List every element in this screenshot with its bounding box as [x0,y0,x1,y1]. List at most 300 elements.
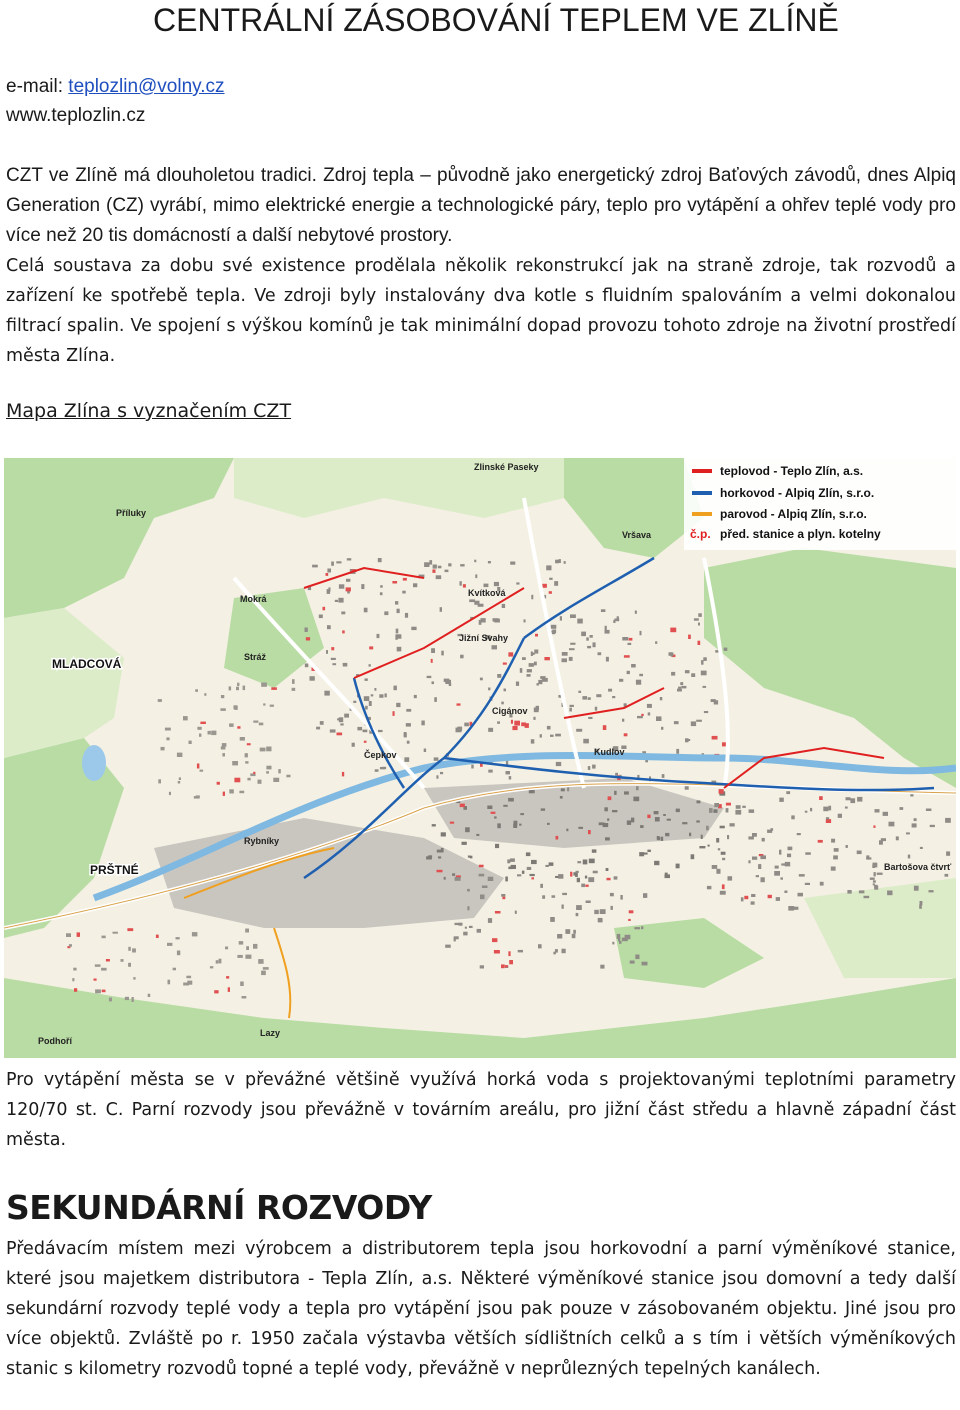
building [240,737,245,741]
building [556,762,561,766]
building [169,792,171,795]
building [929,890,934,892]
building [508,798,514,802]
building [326,650,328,654]
building [612,942,614,945]
map-legend [684,458,956,550]
place-vrsava: Vršava [622,530,652,540]
building [488,561,491,563]
building [102,990,106,993]
building [480,965,484,968]
building [507,859,510,863]
building [165,728,171,731]
building [357,727,362,731]
building [527,669,532,672]
building [211,731,216,736]
building [547,823,550,825]
building [603,823,609,827]
building [570,705,574,707]
building [445,945,451,948]
building [66,933,71,937]
building [463,584,466,587]
building [516,582,519,584]
building [404,757,409,762]
building [534,708,539,713]
building [874,872,876,876]
building [236,687,239,691]
building [798,893,804,897]
building [914,818,917,821]
building [654,861,659,865]
building [109,998,112,1002]
building [728,876,733,880]
building [834,848,839,852]
building [696,720,702,722]
building [353,701,356,703]
building [698,613,702,617]
building [406,723,411,727]
building [605,626,607,630]
building [751,894,755,897]
building [689,833,691,837]
building [881,838,886,841]
building [510,858,515,862]
building [161,747,165,751]
building [850,798,855,803]
building [364,608,368,613]
building [598,652,602,655]
building [384,611,388,615]
building [232,761,238,765]
building [603,725,607,730]
building [380,585,383,588]
building [225,947,228,950]
building [229,686,232,690]
page-title: CENTRÁLNÍ ZÁSOBOVÁNÍ TEPLEM VE ZLÍNĚ [153,2,839,38]
building [587,646,591,648]
place-ciganov: Cigánov [492,706,528,716]
building [77,932,80,937]
place-prstne: PRŠTNÉ [90,863,139,877]
building [866,855,869,859]
building [797,833,801,835]
building [455,877,461,881]
building [503,805,507,807]
building [286,775,290,778]
building [744,896,748,899]
building [531,860,537,864]
building [462,842,467,845]
building [237,683,239,686]
building [258,780,262,784]
building [605,630,610,634]
building [670,628,676,633]
building [576,905,582,910]
building [627,820,631,825]
building [628,919,631,921]
building [625,935,631,940]
building [327,569,331,573]
building [476,834,479,836]
building [875,809,880,812]
building [628,643,632,645]
building [555,560,559,564]
building [341,612,345,615]
building [874,886,878,890]
building [121,959,124,962]
building [339,584,344,588]
building [581,884,585,888]
building [567,787,569,791]
building [125,997,129,1000]
building [697,800,701,803]
legend-marker: č.p. [690,527,711,541]
building [593,642,596,647]
building [721,852,726,855]
building [873,883,875,885]
building [718,848,720,850]
place-priluky: Příluky [116,508,147,518]
building [945,818,951,823]
building [540,734,542,737]
legend-label-1: teplovod - Teplo Zlín, a.s. [720,464,864,478]
building [595,707,597,711]
building [544,657,550,660]
building [549,862,554,866]
building [518,950,523,953]
place-cepkov: Čepkov [364,750,397,760]
email-link[interactable]: teplozlin@volny.cz [68,76,225,97]
building [397,647,402,652]
building [553,952,556,955]
building [331,647,334,650]
building [573,930,576,934]
building [494,582,499,586]
building [570,643,575,645]
building [607,878,611,881]
building [647,815,650,819]
building [474,560,476,563]
building [660,697,663,700]
building [347,558,352,560]
building [926,809,932,812]
building [674,721,679,724]
building [506,771,511,774]
building [588,697,591,700]
building [204,693,206,696]
building [479,874,485,877]
building [534,650,538,654]
building [441,651,444,656]
building [703,657,707,661]
website-line: www.teplozlin.cz [6,105,146,126]
building [857,797,862,802]
building [707,886,712,889]
building [630,961,635,964]
building [397,609,400,613]
building [529,663,534,667]
building [799,874,805,877]
building [441,848,444,853]
building [699,846,705,848]
building [566,829,568,832]
building [413,583,417,587]
building [467,889,470,892]
building [266,766,271,770]
building [588,717,592,719]
building [342,772,344,777]
building [246,946,249,950]
building [701,671,707,676]
building [694,618,699,620]
building [655,817,660,822]
building [581,632,586,637]
building [703,686,707,688]
building [369,701,372,706]
building [332,663,336,665]
building [748,860,750,863]
building [641,926,643,929]
building [600,909,606,914]
building [552,895,556,898]
building [751,901,755,904]
building [727,835,729,839]
building [640,631,642,635]
building [505,965,508,967]
building [859,890,865,893]
building [481,618,486,622]
building [560,796,563,799]
building [767,830,772,833]
building [547,726,551,730]
building [505,877,508,882]
building [542,895,545,899]
building [375,769,379,772]
intro-paragraph-1: CZT ve Zlíně má dlouholetou tradici. Zdroj tepla – původně jako energetický zdroj Baťových závodů, dnes Alpiq Generation (CZ) vyrábí, mimo elektrické energie a technologické páry, teplo pro vytápění a ohřev teplé vody pro více než 20 tis domácností a další nebytové prostory. [6,165,956,246]
building [887,891,892,896]
building [912,823,917,827]
building [619,679,623,682]
building [395,601,398,605]
building [424,749,426,753]
building [582,696,587,700]
building [237,726,240,729]
building [554,581,558,586]
building [445,570,449,573]
place-paseky: Zlinské Paseky [474,462,539,472]
building [106,959,110,962]
building [497,721,500,723]
building [636,786,639,790]
building [788,847,793,851]
building [598,918,603,922]
building [629,638,633,641]
building [482,886,488,889]
place-jizni-svahy: Jižní Svahy [459,633,509,643]
building [676,749,679,754]
building [464,723,469,727]
building [497,823,501,828]
building [805,852,811,855]
building [657,837,660,841]
building [402,591,405,594]
building [434,697,437,702]
building [654,811,659,814]
building [509,776,512,779]
building [531,739,535,743]
building [448,563,451,566]
building [648,712,651,715]
building [327,625,331,629]
building [364,696,370,701]
building [779,798,784,802]
building [577,878,580,882]
building [488,688,490,691]
building [168,980,171,985]
building [156,935,159,938]
building [634,927,640,929]
building [455,923,461,925]
building [195,689,198,692]
building [583,739,589,744]
building [576,871,579,873]
building [557,934,562,939]
building [624,733,628,736]
building [245,955,251,959]
building [178,781,181,784]
building [615,773,618,776]
building [565,929,570,934]
building [102,936,106,939]
building [431,659,433,663]
building [701,835,703,839]
building [113,932,118,934]
building [709,808,713,813]
map-caption: Mapa Zlína s vyznačením CZT [6,400,292,422]
building [338,598,343,603]
building [516,682,519,686]
building [186,976,191,979]
building [768,895,772,898]
building [237,955,242,958]
building [253,944,257,949]
building [488,728,493,732]
building [261,683,267,687]
building [945,874,949,877]
building [531,595,533,600]
building [577,619,583,624]
building [200,770,204,772]
building [562,658,568,662]
building [698,623,700,626]
building [624,655,630,658]
building [722,858,725,860]
building [550,917,555,922]
building [320,721,324,725]
building [676,864,680,869]
building [512,726,517,730]
building [210,966,213,968]
building [197,764,200,769]
building [560,616,562,620]
building [94,979,97,981]
building [380,592,383,595]
building [576,729,582,732]
building [779,850,781,855]
building [428,855,432,857]
place-bartosova: Bartošova čtvrť [884,862,952,872]
building [819,796,823,800]
building [578,691,581,693]
building [870,878,875,880]
building [487,806,492,810]
building [509,960,513,964]
building [805,811,808,813]
building [305,664,309,668]
building [780,877,783,879]
building [529,790,535,793]
building [477,929,481,933]
building [611,906,613,910]
building [361,584,364,589]
building [365,706,368,710]
building [676,809,680,813]
building [216,960,219,963]
building [711,699,716,702]
building [562,949,566,954]
building [612,696,615,698]
building [127,928,133,931]
building [622,637,628,641]
building [838,814,842,818]
building [656,716,662,721]
building [306,637,310,640]
building [864,896,870,898]
building [369,664,371,666]
building [590,635,593,638]
building [342,630,345,633]
building [607,818,609,820]
building [73,968,76,971]
building [549,591,552,594]
building [741,897,744,901]
building [556,836,559,840]
building [774,871,780,876]
building [431,648,435,653]
building [340,723,343,725]
building [378,558,382,562]
building [352,743,355,747]
place-podhori: Podhoří [38,1036,72,1046]
building [394,686,397,691]
building [555,734,561,737]
building [517,874,521,876]
legend-label-2: horkovod - Alpiq Zlín, s.r.o. [720,486,875,500]
building [508,652,513,656]
building [432,681,435,684]
building [166,737,169,740]
building [914,886,919,891]
building [522,871,525,874]
building [440,772,443,774]
building [671,672,675,676]
legend-label-4: před. stanice a plyn. kotelny [720,527,881,541]
building [132,948,136,952]
building [635,611,637,614]
building [873,825,875,828]
building [167,943,172,946]
building [883,812,888,816]
